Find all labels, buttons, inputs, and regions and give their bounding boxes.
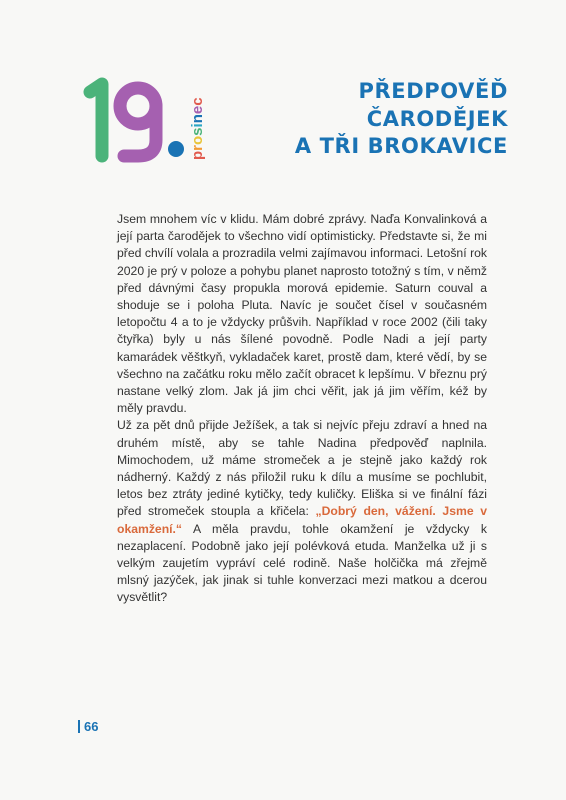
month-letter: e [189, 105, 206, 115]
month-letter: p [189, 150, 206, 160]
paragraph-2-end: A měla pravdu, tohle okamžení je vždycky k nezaplacení. Podobně jako její polévková etuda. Manželka už ji s velkým zaujetím vypráví celé rodině. Naše holčička má zřejmě mlsný jazýček, jak jinak si tuhle konverzaci mezi matkou a dcerou vysvětlit? [117, 521, 487, 605]
paragraph-2-start: Už za pět dnů přijde Ježíšek, a tak si nejvíc přeju zdraví a hned na druhém místě, aby se tahle Nadina předpověď naplnila. Mimochodem, už máme stromeček a je stejně jako každý rok nádherný. Každý z nás přiložil ruku k dílu a musíme se pochlubit, letos bez ztráty jediné kytičky, tedy kuličky. Eliška si ve finální fázi před stromeček stoupla a křičela: [117, 418, 487, 519]
page-number [78, 719, 98, 734]
page-number-value: 66 [84, 719, 99, 734]
chapter-number-mark [80, 70, 230, 170]
chapter-title [295, 78, 508, 161]
number-dot [168, 141, 184, 157]
digit-nine [120, 88, 156, 156]
month-letter: i [189, 123, 206, 128]
month-letter: s [189, 127, 206, 136]
digit-one [90, 84, 102, 156]
month-letter: o [189, 135, 206, 145]
month-letter: n [189, 114, 206, 124]
paragraph-2 [117, 417, 487, 606]
paragraph-1: Jsem mnohem víc v klidu. Mám dobré zprávy. Naďa Konvalinková a její parta čarodějek to všechno vidí optimisticky. Představte si, že mi před chvílí volala a prozradila velmi zajímavou informaci. Letošní rok 2020 je prý v poloze a pohybu planet naprosto totožný s tím, v němž před dávnými časy propukla morová epidemie. Saturn couval a shoduje se i poloha Pluta. Navíc je součet čísel v současném letopočtu 4 a to je vždycky průšvih. Například v roce 2002 (čili taky čtyřka) byly u nás šílené povodně. Podle Nadi a její party kamarádek věštkyň, vykladaček karet, prostě dam, které vědí, by se všechno na začátku roku mělo začít obracet k lepšímu. V březnu prý nastane velký zlom. Jak já jim chci věřit, jak já jim věřím, kéž by měly pravdu. [117, 212, 487, 416]
quote-highlight: „Dobrý den, vážení. Jsme v okamžení.“ [117, 504, 488, 536]
month-label-vertical [189, 97, 206, 160]
body-text [117, 211, 487, 607]
title-line-2: ČARODĚJEK [366, 106, 508, 131]
month-letter: c [189, 97, 206, 106]
page-number-bar [78, 720, 80, 733]
month-letter: r [189, 144, 206, 151]
title-line-1: PŘEDPOVĚĎ [358, 79, 508, 103]
month-label-text [189, 97, 206, 160]
title-line-3: A TŘI BROKAVICE [294, 134, 508, 158]
